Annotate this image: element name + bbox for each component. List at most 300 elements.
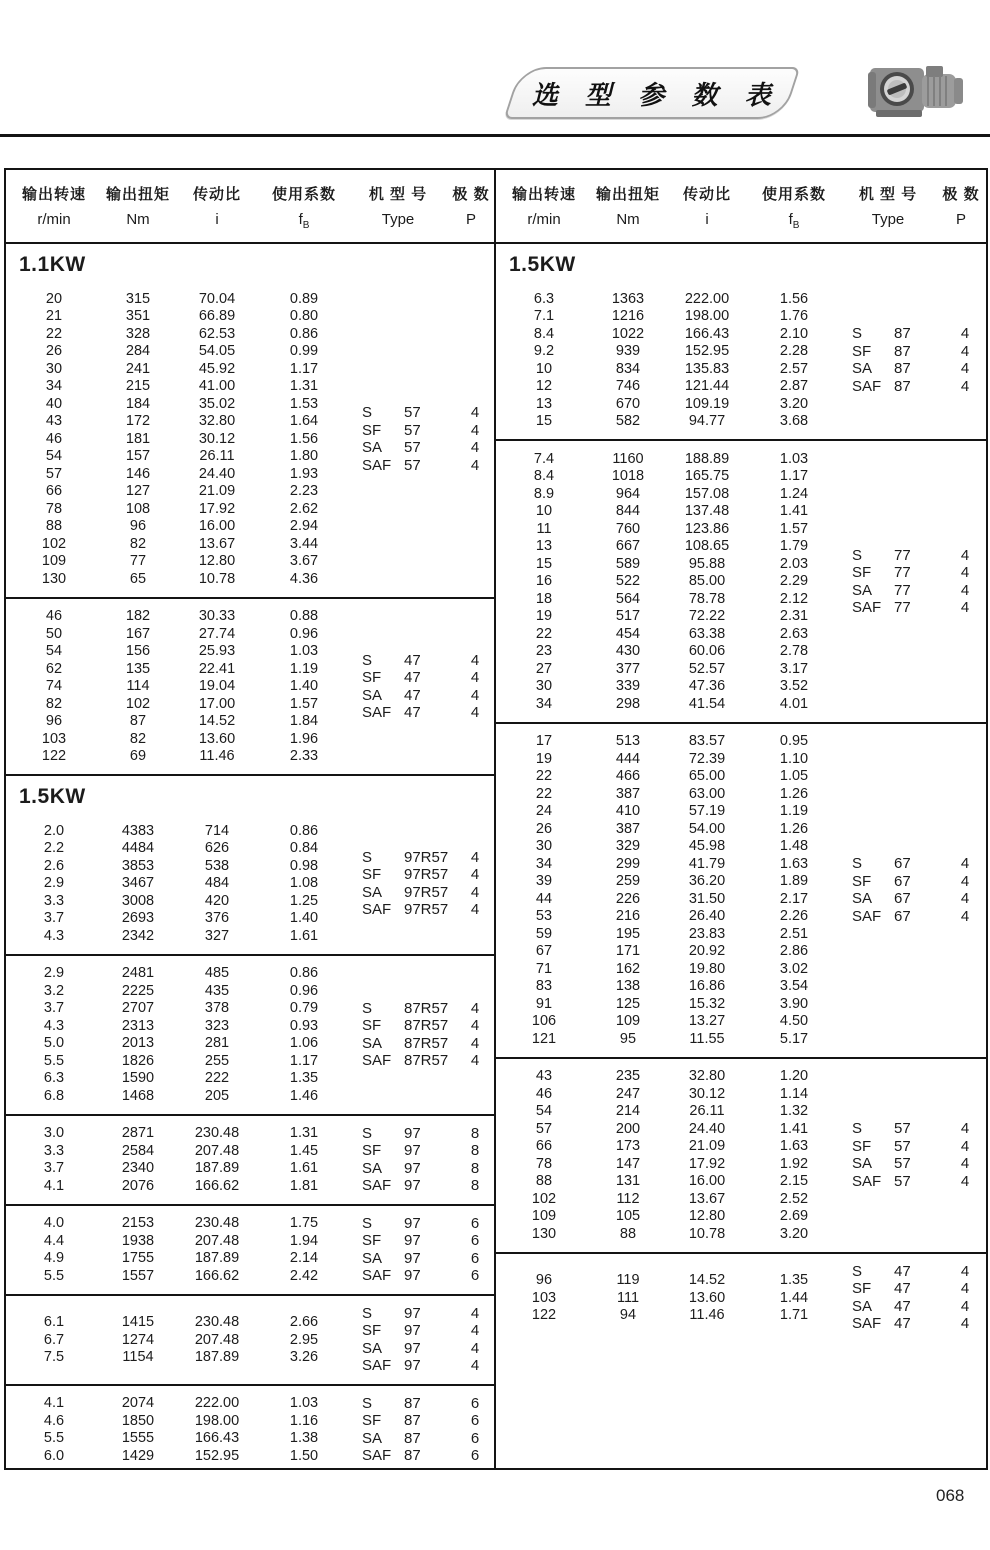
table-cell: 62.53: [198, 325, 236, 342]
table-cell: 198.00: [194, 1412, 240, 1429]
table-row: [6, 1348, 348, 1366]
table-row: [496, 395, 838, 413]
table-cell: 82: [45, 695, 63, 712]
type-size: 97R57: [404, 901, 449, 918]
pole-count: 8: [470, 1177, 480, 1195]
table-cell: 2.12: [779, 590, 809, 607]
type-prefix: S: [852, 1262, 863, 1280]
table-cell: 1755: [121, 1250, 155, 1267]
table-row: [6, 1412, 348, 1430]
table-row: [6, 553, 348, 571]
table-cell: 27: [535, 660, 553, 677]
sections-right: [496, 244, 986, 1342]
type-size: 87: [894, 377, 911, 395]
table-cell: 454: [615, 625, 641, 642]
type-size: 57: [404, 439, 421, 456]
type-line: [348, 1430, 494, 1448]
table-row: [6, 483, 348, 501]
data-rows: [6, 822, 348, 945]
type-size: 77: [894, 564, 911, 581]
table-row: [6, 1070, 348, 1088]
power-rating-title: 1.5KW: [19, 785, 86, 808]
table-cell: 131: [615, 1173, 641, 1190]
table-cell: 13.27: [688, 1013, 726, 1030]
table-cell: 13.60: [688, 1289, 726, 1306]
table-cell: 2.33: [289, 748, 319, 765]
pole-count: 4: [960, 890, 970, 908]
header-label-en: P: [955, 211, 966, 228]
table-cell: 122: [41, 748, 67, 765]
table-cell: 25.93: [198, 643, 236, 660]
table-cell: 10.78: [688, 1225, 726, 1242]
table-cell: 230.48: [194, 1314, 240, 1330]
type-line: [838, 325, 986, 343]
table-cell: 1468: [121, 1087, 155, 1104]
table-row: [6, 360, 348, 378]
table-cell: 626: [204, 840, 230, 857]
pole-count: 6: [470, 1429, 480, 1447]
power-section: [6, 774, 494, 1468]
table-row: [496, 503, 838, 521]
table-cell: 94.77: [688, 413, 726, 430]
table-cell: 2.94: [289, 518, 319, 535]
pole-count: 6: [470, 1447, 480, 1465]
header-label-en: P: [465, 211, 476, 228]
table-row: [496, 925, 838, 943]
table-row: [6, 1215, 348, 1233]
gearbox-group: [6, 1204, 494, 1294]
table-cell: 50: [45, 625, 63, 642]
type-line: [838, 908, 986, 926]
table-row: [6, 892, 348, 910]
table-cell: 1.45: [289, 1142, 319, 1159]
table-cell: 1.17: [289, 1052, 319, 1069]
table-cell: 1850: [121, 1412, 155, 1429]
table-cell: 1216: [611, 308, 645, 325]
table-cell: 102: [125, 695, 151, 712]
table-cell: 215: [125, 378, 151, 395]
type-line: [348, 1035, 494, 1053]
table-cell: 1.57: [289, 695, 319, 712]
table-cell: 12.80: [198, 553, 236, 570]
table-row: [6, 1395, 348, 1413]
type-prefix: SA: [362, 1249, 383, 1267]
gearbox-group: [496, 722, 986, 1057]
table-cell: 299: [615, 855, 641, 872]
table-cell: 216: [615, 908, 641, 925]
table-cell: 22.41: [198, 660, 236, 677]
table-cell: 1.35: [289, 1070, 319, 1087]
table-cell: 62: [45, 660, 63, 677]
pole-count: 4: [960, 599, 970, 616]
table-row: [496, 1085, 838, 1103]
table-cell: 3.44: [289, 535, 319, 552]
type-size: 57: [894, 1137, 911, 1155]
table-cell: 3.02: [779, 960, 809, 977]
type-prefix: S: [362, 848, 373, 866]
table-cell: 2.78: [779, 643, 809, 660]
type-line: [348, 1340, 494, 1358]
type-line: [348, 651, 494, 669]
table-row: [6, 378, 348, 396]
table-cell: 11.55: [689, 1030, 725, 1047]
table-cell: 23: [535, 643, 553, 660]
power-rating-title: 1.1KW: [19, 253, 86, 276]
table-cell: 41.00: [198, 378, 236, 395]
table-row: [496, 890, 838, 908]
table-cell: 1.03: [289, 643, 319, 660]
type-list: [838, 1263, 986, 1333]
table-row: [496, 978, 838, 996]
table-cell: 2.10: [779, 325, 809, 342]
table-cell: 2707: [121, 1000, 155, 1017]
table-row: [496, 785, 838, 803]
type-prefix: S: [852, 855, 863, 873]
table-row: [496, 995, 838, 1013]
table-row: [496, 750, 838, 768]
type-line: [838, 855, 986, 873]
table-cell: 16.00: [688, 1173, 726, 1190]
table-cell: 20: [45, 290, 63, 307]
table-cell: 30.12: [688, 1085, 726, 1102]
type-list: [348, 1215, 494, 1285]
type-prefix: SAF: [362, 1052, 392, 1070]
table-header: [496, 170, 986, 244]
table-row: [6, 448, 348, 466]
table-cell: 1.75: [289, 1215, 319, 1232]
table-cell: 103: [531, 1289, 557, 1306]
table-cell: 3.20: [779, 1225, 809, 1242]
table-cell: 0.86: [289, 965, 319, 982]
header-cell: [838, 183, 938, 231]
type-size: 87R57: [404, 1052, 449, 1070]
table-cell: 2313: [121, 1017, 155, 1034]
table-cell: 760: [615, 520, 641, 537]
table-cell: 17.00: [198, 695, 236, 712]
table-cell: 173: [615, 1138, 641, 1155]
table-cell: 964: [615, 485, 641, 502]
type-prefix: S: [852, 1120, 863, 1138]
table-row: [6, 1267, 348, 1285]
table-cell: 12.80: [688, 1208, 726, 1225]
table-cell: 10.78: [198, 570, 236, 587]
header-label-cn: 机 型 号: [368, 186, 428, 203]
type-size: 97R57: [404, 866, 449, 883]
table-cell: 1.26: [779, 785, 809, 802]
type-prefix: SAF: [362, 1447, 392, 1465]
table-cell: 1.76: [779, 308, 809, 325]
table-cell: 6.1: [43, 1314, 65, 1330]
pole-count: 4: [960, 1155, 970, 1173]
type-list: [348, 404, 494, 474]
table-cell: 3.7: [43, 1160, 65, 1177]
table-cell: 181: [125, 430, 151, 447]
type-prefix: SAF: [362, 456, 392, 474]
gearbox-group: [6, 281, 494, 597]
table-cell: 2.03: [779, 555, 809, 572]
pole-count: 4: [470, 901, 480, 918]
table-cell: 538: [204, 857, 230, 874]
pole-count: 4: [960, 1262, 970, 1280]
table-cell: 74: [45, 678, 63, 695]
table-cell: 582: [615, 413, 641, 430]
table-cell: 47.36: [688, 678, 726, 695]
type-size: 87: [404, 1394, 421, 1412]
type-line: [348, 404, 494, 422]
table-cell: 3.2: [43, 982, 65, 999]
data-rows: [6, 608, 348, 766]
data-rows: [6, 1125, 348, 1195]
selection-parameter-table: [4, 168, 988, 1470]
pole-count: 4: [470, 999, 480, 1017]
type-prefix: SF: [852, 872, 872, 890]
table-cell: 3853: [121, 857, 155, 874]
table-cell: 138: [615, 978, 641, 995]
table-cell: 22: [535, 625, 553, 642]
type-line: [348, 1267, 494, 1285]
table-cell: 1.79: [779, 538, 809, 555]
table-cell: 15: [535, 413, 553, 430]
type-prefix: SA: [852, 581, 873, 599]
gearbox-group: [6, 597, 494, 775]
type-size: 67: [894, 855, 911, 873]
type-prefix: SA: [852, 360, 873, 378]
table-cell: 14.52: [198, 713, 236, 730]
type-line: [838, 343, 986, 361]
table-cell: 1.05: [779, 768, 809, 785]
table-cell: 4.0: [43, 1215, 65, 1232]
type-prefix: SA: [362, 1034, 383, 1052]
table-cell: 94: [619, 1307, 637, 1323]
pole-count: 4: [960, 872, 970, 890]
table-cell: 70.04: [198, 290, 236, 307]
table-cell: 8.9: [533, 485, 555, 502]
type-prefix: SAF: [852, 1172, 882, 1190]
table-cell: 2481: [121, 965, 155, 982]
table-cell: 19: [535, 750, 553, 767]
table-cell: 444: [615, 750, 641, 767]
table-cell: 2.29: [779, 573, 809, 590]
table-cell: 63.00: [688, 785, 726, 802]
header-label-en: Nm: [616, 211, 640, 228]
type-line: [348, 421, 494, 439]
table-cell: 484: [204, 875, 230, 892]
table-cell: 22: [535, 785, 553, 802]
table-cell: 1.08: [289, 875, 319, 892]
pole-count: 4: [960, 581, 970, 599]
table-cell: 0.86: [289, 822, 319, 839]
table-cell: 410: [615, 803, 641, 820]
type-list: [838, 1120, 986, 1190]
table-row: [6, 1430, 348, 1448]
table-row: [6, 430, 348, 448]
table-cell: 146: [125, 465, 151, 482]
table-cell: 24.40: [688, 1120, 726, 1137]
header-cell: [750, 183, 838, 231]
type-size: 47: [404, 704, 421, 721]
type-prefix: S: [852, 546, 863, 564]
header-label-en: Type: [381, 211, 415, 228]
table-cell: 66.89: [198, 308, 236, 325]
table-cell: 2.86: [779, 943, 809, 960]
table-row: [496, 520, 838, 538]
table-row: [496, 360, 838, 378]
table-cell: 162: [615, 960, 641, 977]
data-rows: [6, 290, 348, 588]
table-row: [496, 290, 838, 308]
type-prefix: SF: [362, 669, 382, 686]
type-line: [348, 1305, 494, 1323]
type-line: [838, 360, 986, 378]
table-cell: 8.4: [533, 468, 555, 485]
type-line: [348, 1160, 494, 1178]
pole-count: 4: [960, 325, 970, 343]
type-prefix: SA: [852, 1297, 873, 1315]
table-cell: 130: [531, 1225, 557, 1242]
table-cell: 4.36: [289, 570, 319, 587]
type-prefix: SF: [362, 1017, 382, 1035]
table-cell: 4.50: [779, 1013, 809, 1030]
header-label-en: i: [705, 211, 709, 228]
type-list: [348, 651, 494, 721]
table-cell: 19.04: [198, 678, 236, 695]
table-cell: 15.32: [688, 995, 726, 1012]
table-cell: 127: [125, 483, 151, 500]
table-cell: 2871: [121, 1125, 155, 1142]
table-cell: 44: [535, 890, 553, 907]
table-cell: 5.0: [43, 1035, 65, 1052]
table-cell: 1.40: [289, 678, 319, 695]
type-line: [348, 1000, 494, 1018]
table-cell: 82: [129, 730, 147, 747]
pole-count: 4: [470, 651, 480, 669]
type-line: [348, 1322, 494, 1340]
table-cell: 6.0: [43, 1447, 65, 1464]
table-cell: 187.89: [194, 1349, 240, 1365]
table-cell: 152.95: [684, 343, 730, 360]
table-cell: 46: [45, 608, 63, 625]
header-cell: [6, 183, 102, 231]
table-row: [6, 625, 348, 643]
header-label-cn: 使用系数: [761, 186, 826, 203]
table-cell: 187.89: [194, 1250, 240, 1267]
table-row: [496, 803, 838, 821]
table-cell: 10: [535, 503, 553, 520]
table-cell: 182: [125, 608, 151, 625]
table-cell: 714: [204, 822, 230, 839]
type-list: [348, 1305, 494, 1375]
table-cell: 1555: [121, 1430, 155, 1447]
table-cell: 247: [615, 1085, 641, 1102]
table-cell: 167: [125, 625, 151, 642]
header-cell: [260, 183, 348, 231]
pole-count: 8: [470, 1124, 480, 1142]
table-row: [6, 822, 348, 840]
table-row: [496, 1030, 838, 1048]
type-line: [348, 1395, 494, 1413]
table-row: [6, 660, 348, 678]
pole-count: 6: [470, 1412, 480, 1430]
table-cell: 96: [535, 1272, 553, 1288]
table-cell: 11.46: [199, 748, 235, 765]
type-size: 87R57: [404, 1034, 449, 1052]
type-line: [838, 599, 986, 617]
type-size: 77: [894, 599, 911, 616]
data-rows: [6, 1215, 348, 1285]
table-cell: 152.95: [194, 1447, 240, 1464]
type-prefix: SA: [362, 686, 383, 704]
table-header: [6, 170, 494, 244]
type-size: 97: [404, 1142, 421, 1160]
table-cell: 123.86: [684, 520, 730, 537]
table-cell: 667: [615, 538, 641, 555]
table-cell: 1.31: [289, 378, 319, 395]
header-label-en: i: [215, 211, 219, 228]
table-row: [6, 643, 348, 661]
type-line: [348, 1232, 494, 1250]
table-row: [496, 1190, 838, 1208]
table-cell: 2.63: [779, 625, 809, 642]
table-row: [496, 1155, 838, 1173]
table-row: [496, 1068, 838, 1086]
table-cell: 3.3: [43, 892, 65, 909]
table-cell: 222.00: [194, 1395, 240, 1412]
table-cell: 57: [535, 1120, 553, 1137]
type-size: 47: [894, 1262, 911, 1280]
pole-count: 4: [960, 1297, 970, 1315]
type-size: 47: [404, 686, 421, 704]
pole-count: 4: [470, 669, 480, 686]
type-list: [348, 1125, 494, 1195]
table-cell: 1.03: [289, 1395, 319, 1412]
sections-left: [6, 244, 494, 1468]
type-prefix: S: [852, 325, 863, 343]
header-cell: [348, 183, 448, 231]
header-label-en: $f_B$: [298, 211, 310, 231]
table-cell: 13: [535, 395, 553, 412]
header-label-en: Nm: [126, 211, 150, 228]
table-cell: 466: [615, 768, 641, 785]
table-cell: 1.32: [779, 1103, 809, 1120]
type-size: 87R57: [404, 1017, 449, 1035]
table-row: [496, 573, 838, 591]
table-cell: 1.71: [779, 1307, 809, 1323]
table-cell: 39: [535, 873, 553, 890]
table-cell: 16.00: [198, 518, 236, 535]
table-cell: 207.48: [194, 1331, 240, 1348]
type-prefix: SAF: [362, 1357, 392, 1375]
table-cell: 22: [535, 768, 553, 785]
table-row: [496, 413, 838, 431]
table-cell: 0.93: [289, 1017, 319, 1034]
table-cell: 1.63: [779, 855, 809, 872]
type-size: 97R57: [404, 883, 449, 901]
table-cell: 22: [45, 325, 63, 342]
type-size: 97: [404, 1177, 421, 1195]
table-cell: 21.09: [198, 483, 236, 500]
table-row: [496, 960, 838, 978]
table-cell: 91: [535, 995, 553, 1012]
table-cell: 11: [536, 520, 552, 537]
table-column-left: [6, 170, 496, 1468]
type-size: 87: [404, 1447, 421, 1465]
table-cell: 83: [535, 978, 553, 995]
type-prefix: SA: [362, 1429, 383, 1447]
table-row: [496, 768, 838, 786]
table-row: [6, 535, 348, 553]
type-prefix: SF: [362, 421, 382, 439]
gearbox-group: [6, 1294, 494, 1384]
